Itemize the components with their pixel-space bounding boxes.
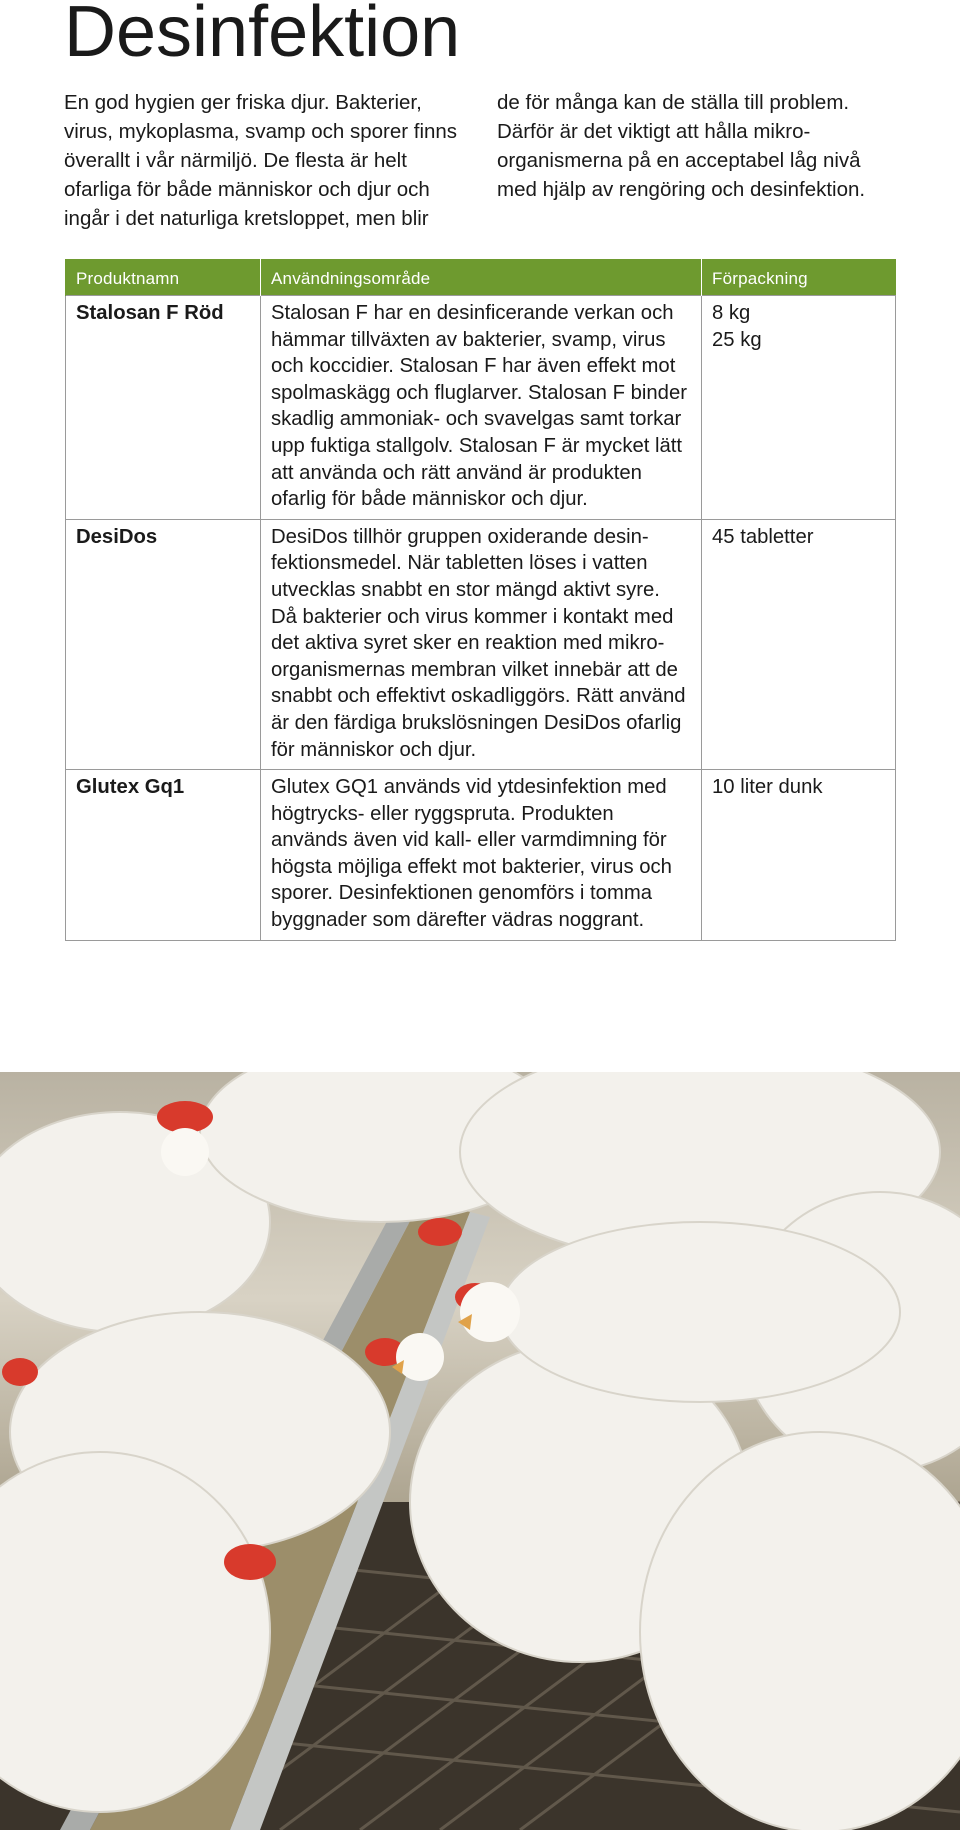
table-row	[66, 519, 896, 769]
packaging-option: 25 kg	[712, 328, 762, 351]
product-table	[65, 259, 896, 941]
table-row	[66, 296, 896, 520]
chickens-illustration	[0, 1072, 960, 1830]
intro-paragraph-right: de för många kan de ställa till problem. Därför är det viktigt att hålla mikroorganismerna på en acceptabel låg nivå med hjälp av rengöring och desinfektion.	[497, 91, 866, 201]
page-title: Desinfektion	[64, 0, 461, 72]
product-usage: Stalosan F har en desinficerande verkan och hämmar tillväxten av bakterier, svamp, virus och koccidier. Stalosan F har även effekt mot spolmaskägg och fluglarver. Stalosan F binder skadlig ammoniak- och svavelgas samt torkar upp fuktiga stallgolv. Stalosan F är mycket lätt att använda och rätt använd är produkten ofarlig för både människor och djur.	[261, 296, 702, 520]
packaging-option: 10 liter dunk	[712, 776, 823, 799]
header-product-name: Produktnamn	[66, 259, 261, 296]
product-packaging	[702, 770, 896, 941]
packaging-option: 8 kg	[712, 302, 751, 324]
chickens-photo	[0, 1072, 960, 1830]
product-name: Glutex Gq1	[66, 770, 261, 941]
product-packaging	[702, 296, 896, 520]
intro-text	[64, 88, 896, 233]
intro-paragraph-left: En god hygien ger friska djur. Bakterier, virus, mykoplasma, svamp och sporer finns överallt i vår närmiljö. De flesta är helt ofarliga för både människor och djur och ingår i det naturliga kretsloppet, men blir	[64, 91, 458, 230]
packaging-option: 45 tabletter	[712, 525, 814, 548]
header-usage: Användningsområde	[261, 259, 702, 296]
product-name: Stalosan F Röd	[66, 296, 261, 520]
product-usage: DesiDos tillhör gruppen oxiderande desinfektionsmedel. När tabletten löses i vatten utvecklas snabbt en stor mängd aktivt syre. Då bakterier och virus kommer i kontakt med det aktiva syret sker en reaktion med mikroorganismernas membran vilket innebär att de snabbt och effektivt oskadliggörs. Rätt använd är den färdiga brukslösningen DesiDos ofarlig för människor och djur.	[261, 519, 702, 769]
table-row	[66, 770, 896, 941]
product-packaging	[702, 519, 896, 769]
product-name: DesiDos	[66, 519, 261, 769]
header-packaging: Förpackning	[702, 259, 896, 296]
product-usage: Glutex GQ1 används vid ytdesinfektion med högtrycks- eller ryggspruta. Produkten används även vid kall- eller varmdimning för högsta möjliga effekt mot bakterier, virus och sporer. Desinfektionen genomförs i tomma byggnader som därefter vädras noggrant.	[261, 770, 702, 941]
table-header-row	[66, 259, 896, 296]
